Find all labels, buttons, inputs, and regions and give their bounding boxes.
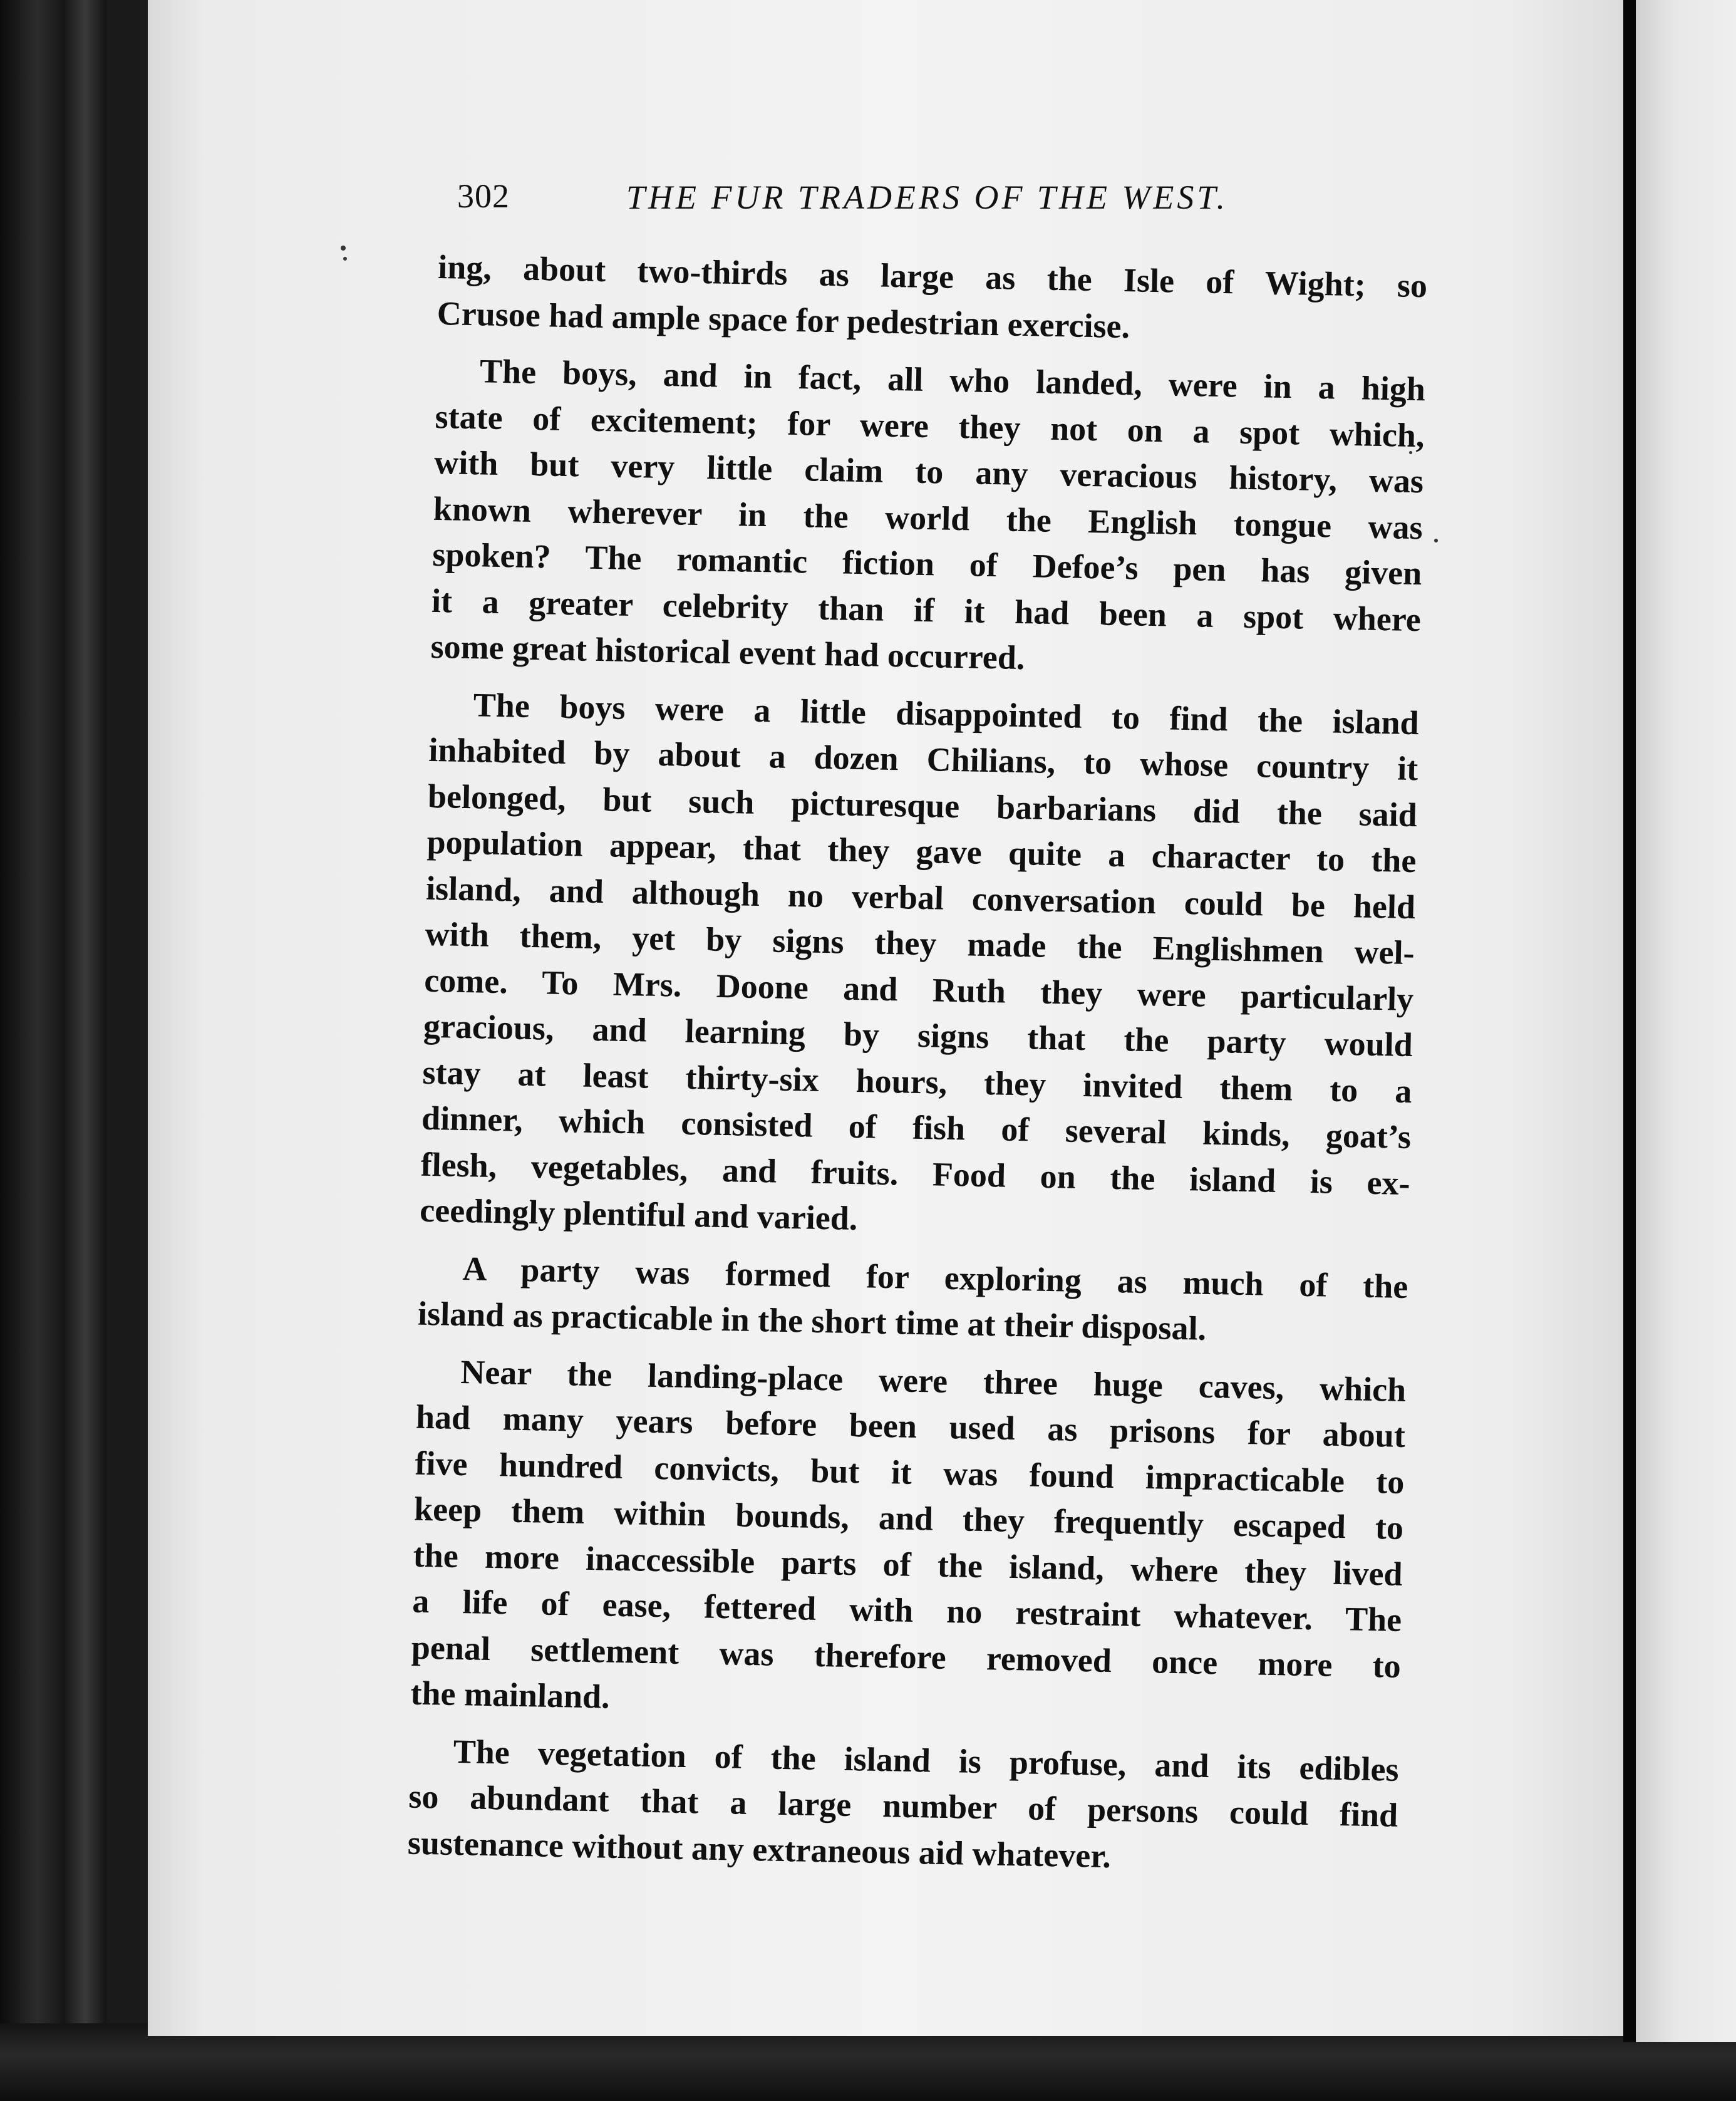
text-line: had many years before been used as prisons for about bbox=[415, 1398, 1406, 1455]
ink-speck bbox=[343, 257, 347, 261]
text-line: the mainland. bbox=[410, 1674, 611, 1716]
text-line: island as practicable in the short time at their disposal. bbox=[417, 1294, 1207, 1347]
page-header bbox=[457, 177, 1284, 233]
paragraph bbox=[410, 1348, 1407, 1735]
text-line: the more inaccessible parts of the island, where they lived bbox=[413, 1536, 1403, 1593]
text-line: A party was formed for exploring as much of the bbox=[462, 1249, 1408, 1305]
text-line: so abundant that a large number of persons could find bbox=[408, 1777, 1398, 1834]
text-line: some great historical event had occurred. bbox=[430, 627, 1025, 677]
text-line: a life of ease, fettered with no restraint whatever. The bbox=[411, 1582, 1402, 1639]
ink-speck bbox=[341, 246, 346, 251]
text-line: The boys were a little disappointed to find the island bbox=[473, 685, 1420, 742]
text-line: come. To Mrs. Doone and Ruth they were particularly bbox=[423, 961, 1414, 1018]
paragraph bbox=[420, 681, 1420, 1252]
text-line: population appear, that they gave quite a character to the bbox=[426, 822, 1417, 880]
text-line: flesh, vegetables, and fruits. Food on the island is ex- bbox=[420, 1145, 1411, 1202]
page-number: 302 bbox=[457, 177, 510, 215]
body-text bbox=[407, 244, 1427, 1885]
text-line: with but very little claim to any veracious history, was bbox=[433, 443, 1424, 501]
text-line: Crusoe had ample space for pedestrian exercise. bbox=[437, 294, 1130, 345]
text-line: ing, about two-thirds as large as the Isle of Wight; so bbox=[437, 247, 1428, 305]
text-line: belonged, but such picturesque barbarians did the said bbox=[427, 777, 1418, 834]
text-line: dinner, which consisted of fish of several kinds, goat’s bbox=[421, 1099, 1412, 1156]
text-line: five hundred convicts, but it was found impracticable to bbox=[415, 1444, 1405, 1501]
paragraph bbox=[437, 244, 1428, 355]
running-head: THE FUR TRADERS OF THE WEST. bbox=[626, 179, 1228, 216]
ink-speck bbox=[1434, 539, 1438, 542]
text-line: stay at least thirty-six hours, they invited them to a bbox=[422, 1053, 1412, 1110]
facing-page-edge bbox=[1636, 0, 1736, 2042]
text-line: keep them within bounds, and they frequently escaped to bbox=[413, 1490, 1404, 1547]
text-line: state of excitement; for were they not on a spot which, bbox=[435, 397, 1425, 454]
page-gutter bbox=[1623, 0, 1636, 2042]
text-line: with them, yet by signs they made the Englishmen wel- bbox=[425, 915, 1415, 972]
book-binding-left bbox=[0, 0, 106, 2101]
text-line: penal settlement was therefore removed once more to bbox=[411, 1628, 1402, 1685]
text-line: Near the landing-place were three huge caves, which bbox=[460, 1352, 1407, 1409]
text-line: island, and although no verbal conversation could be held bbox=[425, 869, 1416, 926]
text-line: known wherever in the world the English tongue was bbox=[433, 489, 1423, 546]
text-line: it a greater celebrity than if it had been a spot where bbox=[431, 581, 1422, 638]
text-line: gracious, and learning by signs that the party would bbox=[423, 1007, 1413, 1064]
text-line: The vegetation of the island is profuse, and its edibles bbox=[453, 1732, 1400, 1788]
paragraph bbox=[407, 1728, 1399, 1885]
paragraph bbox=[418, 1245, 1409, 1356]
text-line: sustenance without any extraneous aid whatever. bbox=[407, 1823, 1112, 1875]
text-line: ceedingly plentiful and varied. bbox=[419, 1191, 858, 1238]
text-line: inhabited by about a dozen Chilians, to whose country it bbox=[428, 730, 1418, 788]
text-line: The boys, and in fact, all who landed, were in a high bbox=[479, 352, 1426, 408]
text-line: spoken? The romantic fiction of Defoe’s pen has given bbox=[431, 535, 1422, 593]
paragraph bbox=[430, 348, 1426, 689]
